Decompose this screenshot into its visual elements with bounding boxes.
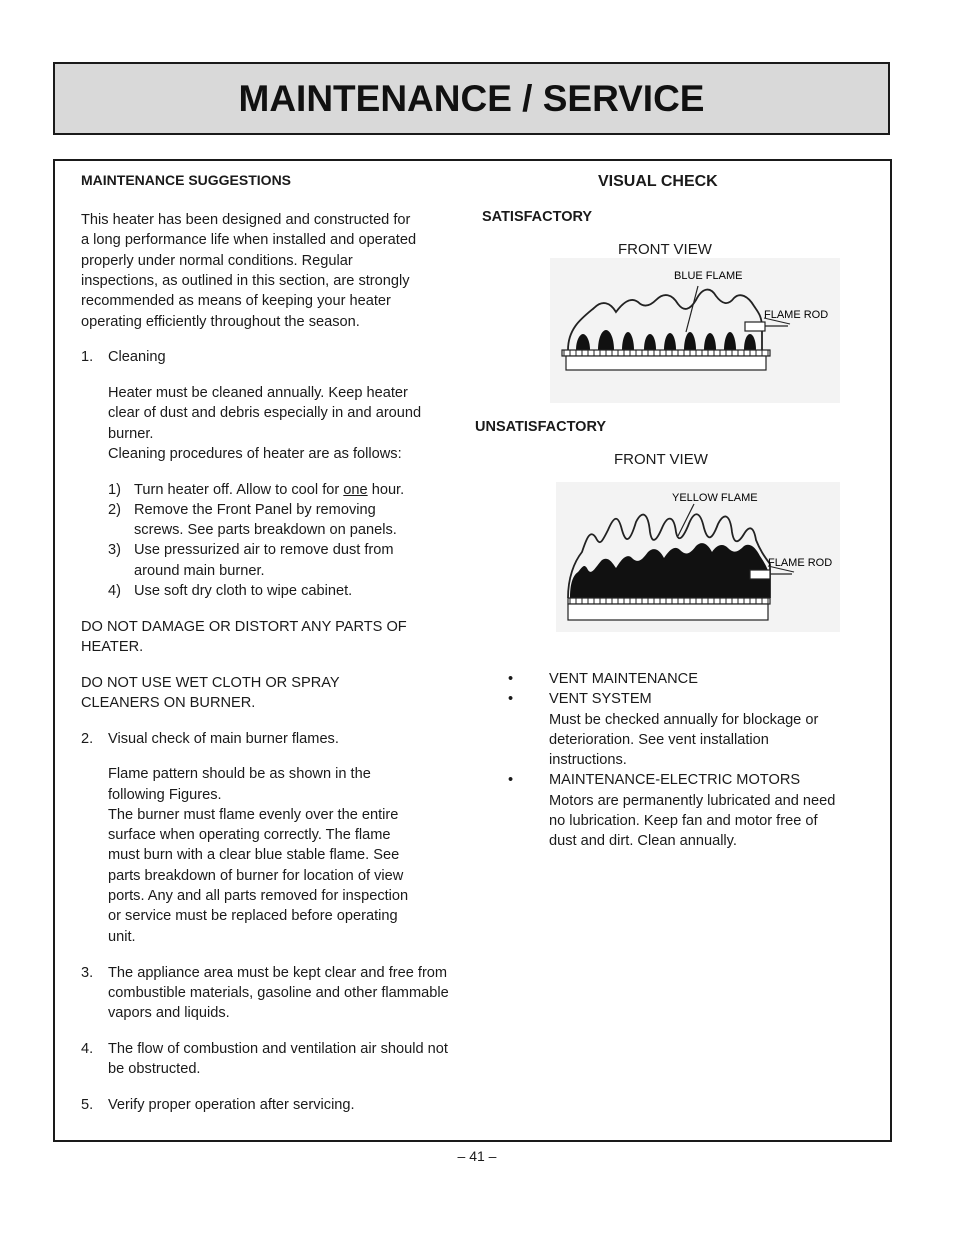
item-title-visual-check: Visual check of main burner flames. (108, 731, 339, 747)
step-3-line: around main burner. (134, 563, 265, 579)
page-number: – 41 – (457, 1148, 497, 1164)
intro-line: a long performance life when installed and operated (81, 232, 417, 248)
item-number: 3. (81, 965, 94, 981)
warning-line: DO NOT DAMAGE OR DISTORT ANY PARTS OF (81, 619, 407, 635)
intro-line: This heater has been designed and constructed for (81, 212, 411, 228)
burner-port-row (568, 598, 770, 604)
visual-para-line: or service must be replaced before operating (108, 908, 398, 924)
warning-line: HEATER. (81, 639, 144, 655)
visual-check-heading: VISUAL CHECK (598, 173, 718, 190)
bullet-title: VENT SYSTEM (549, 691, 652, 707)
page-title: MAINTENANCE / SERVICE (238, 77, 705, 119)
yellow-flame-label: YELLOW FLAME (672, 492, 758, 504)
front-view-label: FRONT VIEW (614, 451, 708, 468)
bullet-title: MAINTENANCE-ELECTRIC MOTORS (549, 772, 801, 788)
cleaning-para-line: clear of dust and debris especially in and around (108, 405, 422, 421)
visual-para-line: parts breakdown of burner for location of view (108, 868, 404, 884)
item-5-line: Verify proper operation after servicing. (108, 1097, 355, 1113)
satisfactory-heading: SATISFACTORY (482, 209, 593, 225)
step-number: 4) (108, 583, 121, 599)
cleaning-para-line: burner. (108, 426, 154, 442)
bullet-desc-line: no lubrication. Keep fan and motor free of (549, 813, 818, 829)
item-number: 2. (81, 731, 94, 747)
title-banner (53, 62, 890, 135)
item-3-line: The appliance area must be kept clear and free from (108, 965, 448, 981)
step-number: 3) (108, 542, 121, 558)
satisfactory-burner-figure (550, 258, 840, 403)
front-view-label: FRONT VIEW (618, 241, 712, 258)
blue-flame-label: BLUE FLAME (674, 270, 743, 282)
visual-para-line: surface when operating correctly. The flame (108, 827, 391, 843)
intro-line: inspections, as outlined in this section, are strongly (81, 273, 410, 289)
warning-line: DO NOT USE WET CLOTH OR SPRAY (81, 675, 340, 691)
step-3-line: Use pressurized air to remove dust from (134, 542, 394, 558)
bullet-icon: • (508, 691, 514, 707)
step-number: 2) (108, 502, 121, 518)
visual-para-line: following Figures. (108, 787, 222, 803)
bullet-desc-line: deterioration. See vent installation (549, 732, 769, 748)
item-title-cleaning: Cleaning (108, 349, 166, 365)
cleaning-para-line: Heater must be cleaned annually. Keep heater (108, 385, 408, 401)
step-number: 1) (108, 482, 121, 498)
step-2-line: Remove the Front Panel by removing (134, 502, 376, 518)
visual-para-line: ports. Any and all parts removed for inspection (108, 888, 409, 904)
visual-para-line: unit. (108, 929, 136, 945)
item-number: 4. (81, 1041, 94, 1057)
unsatisfactory-heading: UNSATISFACTORY (475, 419, 607, 435)
intro-line: operating efficiently throughout the season. (81, 314, 360, 330)
intro-line: recommended as means of keeping your heater (81, 293, 391, 309)
bullet-desc-line: Must be checked annually for blockage or (549, 712, 819, 728)
item-number: 5. (81, 1097, 94, 1113)
item-number: 1. (81, 349, 94, 365)
intro-line: properly under normal conditions. Regular (81, 253, 353, 269)
visual-para-line: The burner must flame evenly over the entire (108, 807, 399, 823)
visual-para-line: must burn with a clear blue stable flame. See (108, 847, 400, 863)
item-4-line: The flow of combustion and ventilation air should not (108, 1041, 448, 1057)
bullet-icon: • (508, 772, 514, 788)
burner-body (568, 604, 768, 620)
flame-rod-body (745, 322, 765, 331)
step-4-line: Use soft dry cloth to wipe cabinet. (134, 583, 353, 599)
item-4-line: be obstructed. (108, 1061, 201, 1077)
item-3-line: vapors and liquids. (108, 1005, 230, 1021)
step-1-text: Turn heater off. Allow to cool for one hour. (134, 482, 405, 498)
warning-line: CLEANERS ON BURNER. (81, 695, 256, 711)
unsatisfactory-burner-figure (556, 482, 840, 632)
bullet-desc-line: instructions. (549, 752, 627, 768)
item-3-line: combustible materials, gasoline and other flammable (108, 985, 449, 1001)
maintenance-suggestions-heading: MAINTENANCE SUGGESTIONS (81, 172, 292, 188)
visual-para-line: Flame pattern should be as shown in the (108, 766, 371, 782)
bullet-icon: • (508, 671, 514, 687)
flame-rod-label: FLAME ROD (764, 309, 829, 321)
burner-body (566, 356, 766, 370)
flame-rod-label: FLAME ROD (768, 557, 833, 569)
flame-rod-body (750, 570, 770, 579)
cleaning-para-line: Cleaning procedures of heater are as follows: (108, 446, 402, 462)
bullet-title: VENT MAINTENANCE (549, 671, 698, 687)
bullet-desc-line: Motors are permanently lubricated and need (549, 793, 836, 809)
step-2-line: screws. See parts breakdown on panels. (134, 522, 397, 538)
bullet-desc-line: dust and dirt. Clean annually. (549, 833, 737, 849)
